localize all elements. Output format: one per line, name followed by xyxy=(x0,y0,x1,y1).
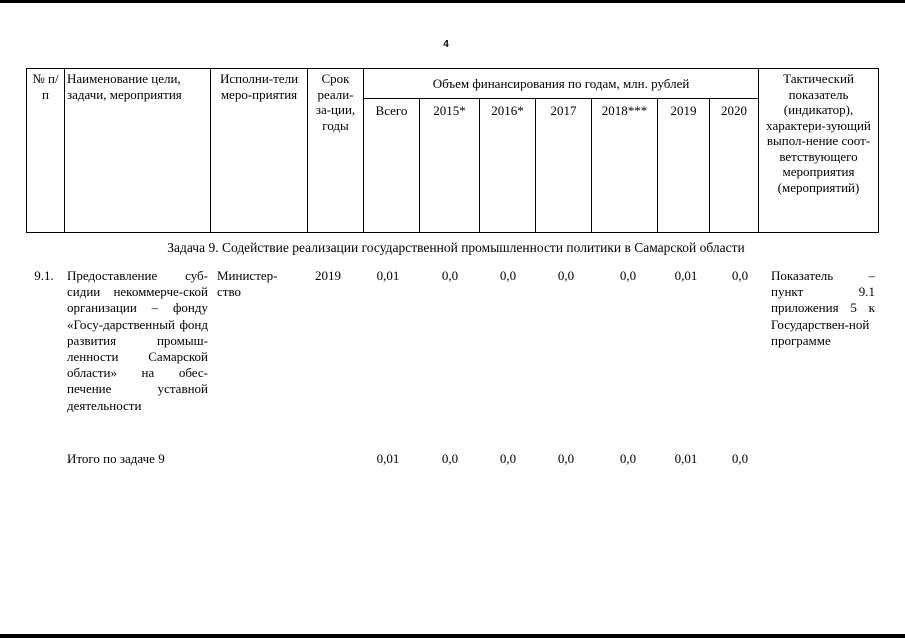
page-number: 4 xyxy=(443,39,449,50)
row-value: 0,0 xyxy=(499,268,517,283)
header-executor: Исполни-тели меро-приятия xyxy=(211,69,308,233)
header-total: Всего xyxy=(364,99,420,233)
row-value: 0,0 xyxy=(557,268,575,283)
total-value: 0,01 xyxy=(674,451,698,466)
page-bottom-border xyxy=(0,634,905,638)
header-indicator: Тактический показатель (индикатор), характери-зующий выпол-нение соот-ветствующего мероприятия (мероприятий) xyxy=(759,69,879,233)
page-top-border xyxy=(0,0,905,3)
header-year: 2017 xyxy=(536,99,592,233)
header-funding: Объем финансирования по годам, млн. рублей xyxy=(364,69,759,99)
header-num: № п/п xyxy=(27,69,65,233)
header-name: Наименование цели, задачи, мероприятия xyxy=(65,69,211,233)
row-executor: Министер-ство xyxy=(217,268,278,300)
total-value: 0,0 xyxy=(499,451,517,466)
row-number: 9.1. xyxy=(34,268,54,283)
row-name: Предоставление суб-сидии некоммерче-ской организации – фонду «Госу-дарственный фонд развития промыш-ленности Самарской области» на обес-печение уставной деятельности xyxy=(67,268,208,413)
row-value: 0,0 xyxy=(619,268,637,283)
row-term: 2019 xyxy=(315,268,341,283)
row-value: 0,01 xyxy=(674,268,698,283)
header-year: 2018*** xyxy=(592,99,658,233)
header-term: Срок реали-за-ции, годы xyxy=(308,69,364,233)
total-value: 0,0 xyxy=(619,451,637,466)
row-value: 0,01 xyxy=(376,268,400,283)
header-table xyxy=(26,68,879,233)
header-year: 2019 xyxy=(658,99,710,233)
header-year: 2016* xyxy=(480,99,536,233)
header-year: 2020 xyxy=(710,99,759,233)
total-value: 0,0 xyxy=(557,451,575,466)
total-value: 0,01 xyxy=(376,451,400,466)
total-value: 0,0 xyxy=(731,451,749,466)
total-value: 0,0 xyxy=(441,451,459,466)
row-value: 0,0 xyxy=(441,268,459,283)
total-label: Итого по задаче 9 xyxy=(67,451,165,466)
row-indicator: Показатель – пункт 9.1 приложения 5 к Государствен-ной программе xyxy=(771,268,875,348)
header-year: 2015* xyxy=(420,99,480,233)
row-value: 0,0 xyxy=(731,268,749,283)
task-title: Задача 9. Содействие реализации государственной промышленности политики в Самарской области xyxy=(167,240,745,255)
